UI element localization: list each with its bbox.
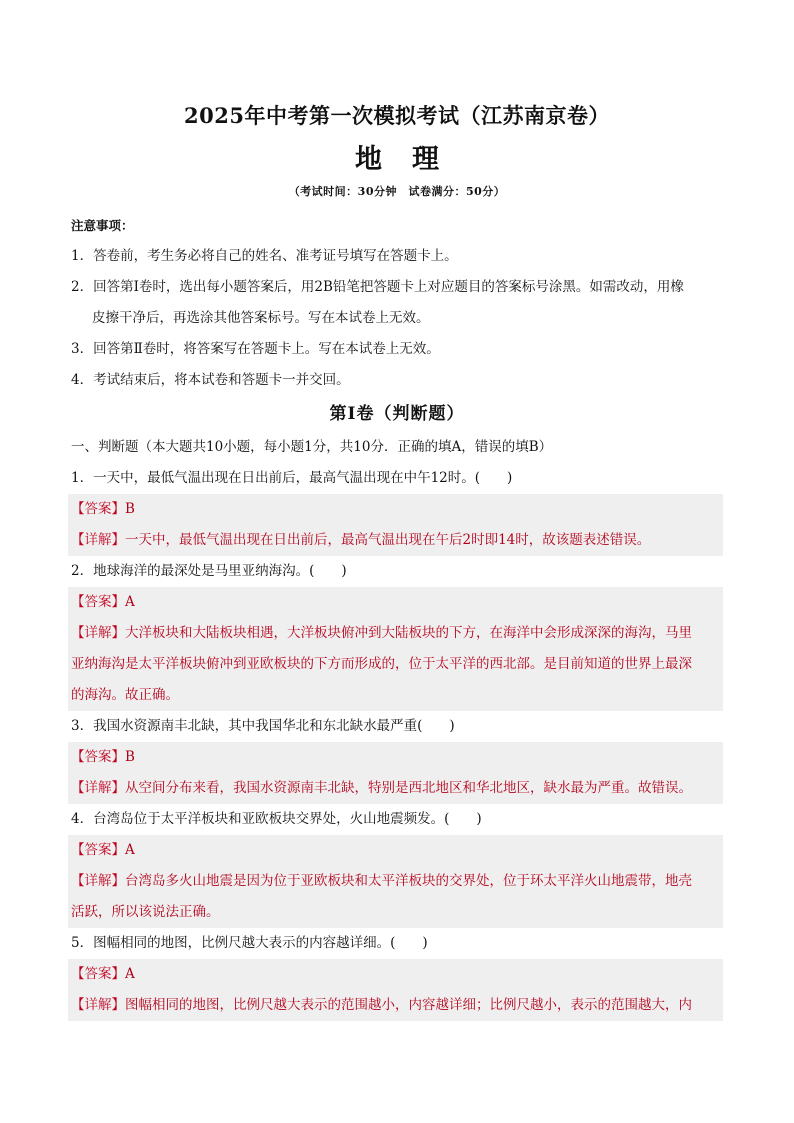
subject-title: 地理 — [355, 144, 469, 175]
answer-label: 【答案】 — [71, 594, 125, 610]
notice-item-2: 2．回答第Ⅰ卷时，选出每小题答案后，用2B铅笔把答题卡上对应题目的答案标号涂黑。如需改动，用橡 — [71, 279, 684, 295]
answer-label: 【答案】 — [71, 749, 125, 765]
answer-block-2 — [68, 587, 723, 711]
question-2: 2．地球海洋的最深处是马里亚纳海沟。( ) — [71, 563, 347, 579]
detail-text-cont: 的海沟。故正确。 — [71, 687, 179, 703]
exam-content — [71, 210, 723, 1021]
page-title: 2025年中考第一次模拟考试（江苏南京卷） — [184, 103, 610, 128]
detail-label: 【详解】 — [71, 532, 125, 548]
answer-value: A — [125, 594, 135, 610]
answer-label: 【答案】 — [71, 966, 125, 982]
answer-label: 【答案】 — [71, 501, 125, 517]
detail-text: 图幅相同的地图，比例尺越大表示的范围越小，内容越详细；比例尺越小，表示的范围越大，内 — [125, 997, 692, 1013]
notice-item-4: 4．考试结束后，将本试卷和答题卡一并交回。 — [71, 372, 350, 388]
question-3: 3．我国水资源南丰北缺，其中我国华北和东北缺水最严重( ) — [71, 718, 455, 734]
answer-label: 【答案】 — [71, 842, 125, 858]
question-4: 4．台湾岛位于太平洋板块和亚欧板块交界处，火山地震频发。( ) — [71, 811, 482, 827]
answer-block-1 — [68, 494, 723, 556]
notice-title: 注意事项： — [71, 218, 134, 233]
section-title: 第Ⅰ卷（判断题） — [329, 404, 465, 424]
answer-block-5 — [68, 959, 723, 1021]
notice-item-3: 3．回答第Ⅱ卷时，将答案写在答题卡上。写在本试卷上无效。 — [71, 341, 440, 357]
answer-block-3 — [68, 742, 723, 804]
question-5: 5．图幅相同的地图，比例尺越大表示的内容越详细。( ) — [71, 935, 428, 951]
notice-item-1: 1．答卷前，考生务必将自己的姓名、准考证号填写在答题卡上。 — [71, 248, 458, 264]
detail-text: 一天中，最低气温出现在日出前后，最高气温出现在午后2时即14时，故该题表述错误。 — [125, 532, 651, 548]
detail-label: 【详解】 — [71, 780, 125, 796]
question-1: 1．一天中，最低气温出现在日出前后，最高气温出现在中午12时。( ) — [71, 470, 513, 486]
detail-label: 【详解】 — [71, 997, 125, 1013]
answer-value: A — [125, 842, 135, 858]
detail-text: 台湾岛多火山地震是因为位于亚欧板块和太平洋板块的交界处，位于环太平洋火山地震带，地壳 — [125, 873, 692, 889]
detail-text-cont: 亚纳海沟是太平洋板块俯冲到亚欧板块的下方而形成的，位于太平洋的西北部。是目前知道的世界上最深 — [71, 656, 692, 672]
detail-text-cont: 活跃，所以该说法正确。 — [71, 904, 220, 920]
notice-item-2-cont: 皮擦干净后，再选涂其他答案标号。写在本试卷上无效。 — [92, 310, 430, 326]
answer-block-4 — [68, 835, 723, 928]
detail-text: 从空间分布来看，我国水资源南丰北缺，特别是西北地区和华北地区，缺水最为严重。故错误。 — [125, 780, 692, 796]
detail-label: 【详解】 — [71, 873, 125, 889]
detail-text: 大洋板块和大陆板块相遇，大洋板块俯冲到大陆板块的下方，在海洋中会形成深深的海沟，马里 — [125, 625, 692, 641]
answer-value: A — [125, 966, 135, 982]
answer-value: B — [125, 749, 135, 765]
section-instruction: 一、判断题（本大题共10小题，每小题1分，共10分．正确的填A，错误的填B） — [71, 439, 553, 455]
detail-label: 【详解】 — [71, 625, 125, 641]
exam-info: （考试时间：30分钟 试卷满分：50分） — [288, 185, 506, 198]
answer-value: B — [125, 501, 135, 517]
